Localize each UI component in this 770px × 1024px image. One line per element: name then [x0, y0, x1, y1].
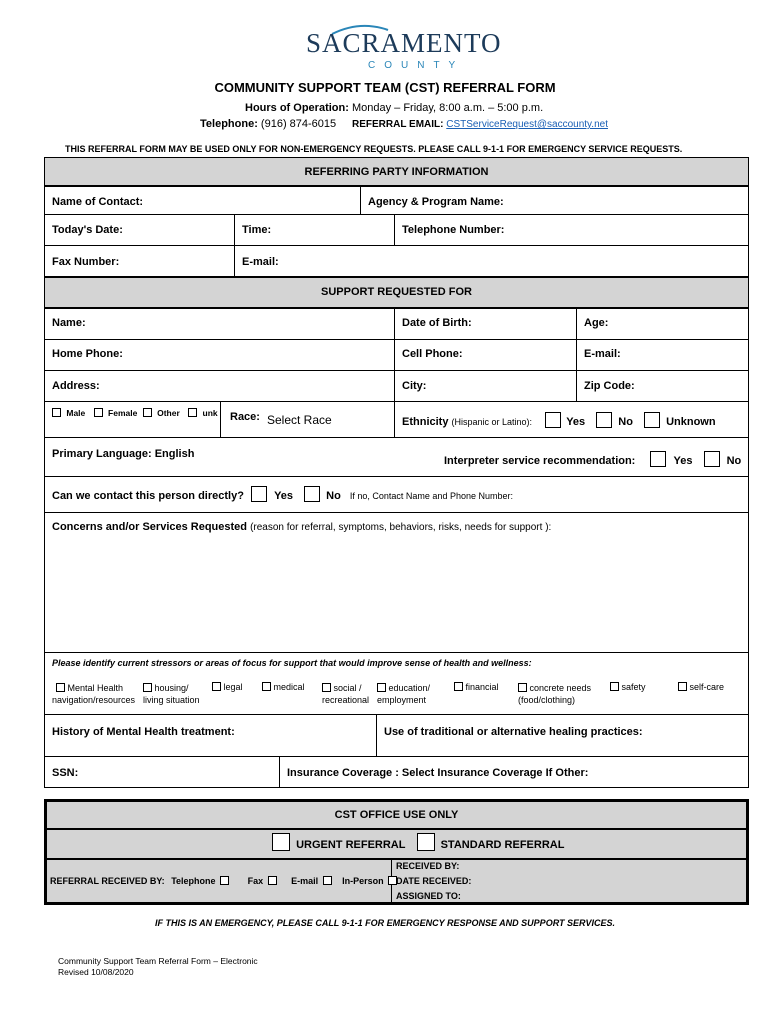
hours-line — [245, 102, 543, 114]
gender-other-label: Other — [157, 408, 180, 418]
ethnicity-unknown-label: Unknown — [666, 416, 716, 428]
client-email-field[interactable]: E-mail: — [584, 348, 621, 360]
telephone-line — [200, 118, 336, 130]
form-name-footer: Community Support Team Referral Form – Electronic — [58, 956, 258, 966]
received-method-group — [50, 876, 397, 886]
stressor-label: Mental Health — [67, 683, 124, 693]
ethnicity-note: (Hispanic or Latino): — [451, 417, 533, 427]
race-label: Race: — [230, 411, 260, 423]
ethnicity-yes-label: Yes — [566, 416, 586, 428]
gender-group — [52, 408, 218, 418]
stressor-medical-checkbox[interactable] — [262, 682, 271, 691]
time-field[interactable]: Time: — [242, 224, 272, 236]
fax-number-field[interactable]: Fax Number: — [52, 256, 120, 268]
stressor-label: legal — [223, 682, 243, 692]
interpreter-no-checkbox[interactable] — [704, 451, 720, 467]
home-phone-field[interactable]: Home Phone: — [52, 348, 123, 360]
stressor-education — [377, 682, 430, 706]
stressor-label: education/ — [388, 683, 431, 693]
referring-telephone-field[interactable]: Telephone Number: — [402, 224, 505, 236]
date-of-birth-field[interactable]: Date of Birth: — [402, 317, 472, 329]
email-label: REFERRAL EMAIL: — [352, 119, 444, 130]
standard-referral-checkbox[interactable] — [417, 833, 435, 851]
support-table — [44, 308, 749, 788]
stressors-label: Please identify current stressors or areas of focus for support that would improve sense of health and wellness: — [52, 658, 532, 668]
date-received-field[interactable]: DATE RECEIVED: — [396, 876, 472, 886]
stressor-mental-health-checkbox[interactable] — [56, 683, 65, 692]
race-select[interactable]: Select Race — [267, 413, 332, 427]
stressor-label: safety — [621, 682, 646, 692]
concerns-field[interactable] — [52, 521, 551, 533]
stressor-label: concrete needs — [529, 683, 592, 693]
interpreter-yes-checkbox[interactable] — [650, 451, 666, 467]
stressor-label-2: navigation/resources — [52, 695, 136, 705]
stressor-social-checkbox[interactable] — [322, 683, 331, 692]
ethnicity-yes-checkbox[interactable] — [545, 412, 561, 428]
gender-unk-label: unk — [202, 408, 218, 418]
gender-female-checkbox[interactable] — [94, 408, 103, 417]
email-link[interactable]: CSTServiceRequest@saccounty.net — [446, 119, 608, 130]
revised-date-footer: Revised 10/08/2020 — [58, 967, 134, 977]
non-emergency-notice: THIS REFERRAL FORM MAY BE USED ONLY FOR NON-EMERGENCY REQUESTS. PLEASE CALL 9-1-1 FOR EMERGENCY SERVICE REQUESTS. — [65, 144, 683, 154]
method-telephone-checkbox[interactable] — [220, 876, 229, 885]
ethnicity-no-label: No — [618, 416, 633, 428]
urgent-referral-label: URGENT REFERRAL — [296, 839, 406, 851]
referring-email-field[interactable]: E-mail: — [242, 256, 279, 268]
stressor-label: financial — [465, 682, 499, 692]
stressor-financial — [454, 682, 499, 692]
contact-yes-checkbox[interactable] — [251, 486, 267, 502]
interpreter-no-label: No — [726, 455, 742, 467]
hours-value: Monday – Friday, 8:00 a.m. – 5:00 p.m. — [351, 102, 544, 114]
stressor-concrete-needs-checkbox[interactable] — [518, 683, 527, 692]
received-by-field[interactable]: RECEIVED BY: — [396, 861, 460, 871]
ethnicity-no-checkbox[interactable] — [596, 412, 612, 428]
email-line — [352, 119, 608, 130]
contact-no-label: No — [326, 490, 341, 502]
client-name-field[interactable]: Name: — [52, 317, 86, 329]
contact-no-checkbox[interactable] — [304, 486, 320, 502]
stressor-self-care — [678, 682, 724, 692]
urgent-referral-checkbox[interactable] — [272, 833, 290, 851]
gender-unk-checkbox[interactable] — [188, 408, 197, 417]
stressor-label: medical — [273, 682, 305, 692]
method-fax-label: Fax — [247, 876, 264, 886]
contact-directly-group — [52, 486, 513, 502]
gender-other-checkbox[interactable] — [143, 408, 152, 417]
referral-type-group — [272, 833, 564, 851]
ethnicity-unknown-checkbox[interactable] — [644, 412, 660, 428]
stressor-label-2: recreational — [322, 695, 370, 705]
stressor-legal-checkbox[interactable] — [212, 682, 221, 691]
contact-yes-label: Yes — [274, 490, 294, 502]
form-title: COMMUNITY SUPPORT TEAM (CST) REFERRAL FORM — [214, 80, 556, 95]
stressor-medical — [262, 682, 305, 692]
agency-program-field[interactable]: Agency & Program Name: — [368, 196, 504, 208]
healing-practices-field[interactable]: Use of traditional or alternative healing practices: — [384, 726, 643, 738]
todays-date-field[interactable]: Today's Date: — [52, 224, 123, 236]
stressor-label-2: living situation — [143, 695, 200, 705]
office-section-title: CST OFFICE USE ONLY — [334, 809, 459, 821]
interpreter-yes-label: Yes — [673, 455, 693, 467]
emergency-footer: IF THIS IS AN EMERGENCY, PLEASE CALL 9-1-1 FOR EMERGENCY RESPONSE AND SUPPORT SERVICES. — [154, 918, 616, 928]
interpreter-group — [444, 451, 741, 467]
zip-code-field[interactable]: Zip Code: — [584, 380, 635, 392]
stressor-safety — [610, 682, 646, 692]
city-field[interactable]: City: — [402, 380, 427, 392]
interpreter-label: Interpreter service recommendation: — [444, 455, 636, 467]
stressor-mental-health — [52, 682, 136, 706]
assigned-to-field[interactable]: ASSIGNED TO: — [396, 891, 461, 901]
ethnicity-label: Ethnicity — [402, 416, 449, 428]
support-section-title: SUPPORT REQUESTED FOR — [321, 286, 472, 298]
stressor-housing — [143, 682, 200, 706]
contact-directly-label: Can we contact this person directly? — [52, 490, 244, 502]
history-mental-health-field[interactable]: History of Mental Health treatment: — [52, 726, 235, 738]
cell-phone-field[interactable]: Cell Phone: — [402, 348, 463, 360]
referring-section-title: REFERRING PARTY INFORMATION — [304, 166, 489, 178]
telephone-value: (916) 874-6015 — [260, 118, 337, 130]
contact-note: If no, Contact Name and Phone Number: — [349, 491, 513, 501]
stressor-safety-checkbox[interactable] — [610, 682, 619, 691]
stressor-legal — [212, 682, 243, 692]
hours-label: Hours of Operation: — [245, 102, 349, 114]
ethnicity-group — [402, 412, 716, 428]
stressor-housing-checkbox[interactable] — [143, 683, 152, 692]
stressor-label: self-care — [689, 682, 725, 692]
gender-female-label: Female — [108, 408, 138, 418]
referral-received-by-label: REFERRAL RECEIVED BY: — [50, 876, 165, 886]
stressor-education-checkbox[interactable] — [377, 683, 386, 692]
stressor-label-2: (food/clothing) — [518, 695, 576, 705]
stressor-label: social / — [333, 683, 362, 693]
concerns-label: Concerns and/or Services Requested — [52, 521, 248, 533]
standard-referral-label: STANDARD REFERRAL — [440, 839, 565, 851]
gender-male-checkbox[interactable] — [52, 408, 61, 417]
method-in-person-label: In-Person — [342, 876, 384, 886]
logo-main-text: SACRAMENTO — [306, 28, 502, 58]
insurance-field[interactable]: Insurance Coverage : Select Insurance Coverage If Other: — [287, 767, 589, 779]
method-telephone-label: Telephone — [171, 876, 216, 886]
method-fax-checkbox[interactable] — [268, 876, 277, 885]
logo-sub-text: COUNTY — [368, 60, 465, 71]
stressor-concrete-needs — [518, 682, 591, 706]
method-email-checkbox[interactable] — [323, 876, 332, 885]
stressor-label-2: employment — [377, 695, 427, 705]
primary-language-field[interactable]: Primary Language: English — [52, 448, 195, 460]
address-field[interactable]: Address: — [52, 380, 100, 392]
stressor-self-care-checkbox[interactable] — [678, 682, 687, 691]
stressor-financial-checkbox[interactable] — [454, 682, 463, 691]
method-email-label: E-mail — [291, 876, 319, 886]
county-logo — [306, 22, 502, 71]
ssn-field[interactable]: SSN: — [52, 767, 79, 779]
gender-male-label: Male — [66, 408, 86, 418]
age-field[interactable]: Age: — [584, 317, 609, 329]
name-of-contact-field[interactable]: Name of Contact: — [52, 196, 144, 208]
concerns-note: (reason for referral, symptoms, behaviors, risks, needs for support ): — [250, 522, 552, 533]
stressor-label: housing/ — [154, 683, 189, 693]
stressor-social — [322, 682, 369, 706]
telephone-label: Telephone: — [200, 118, 258, 130]
